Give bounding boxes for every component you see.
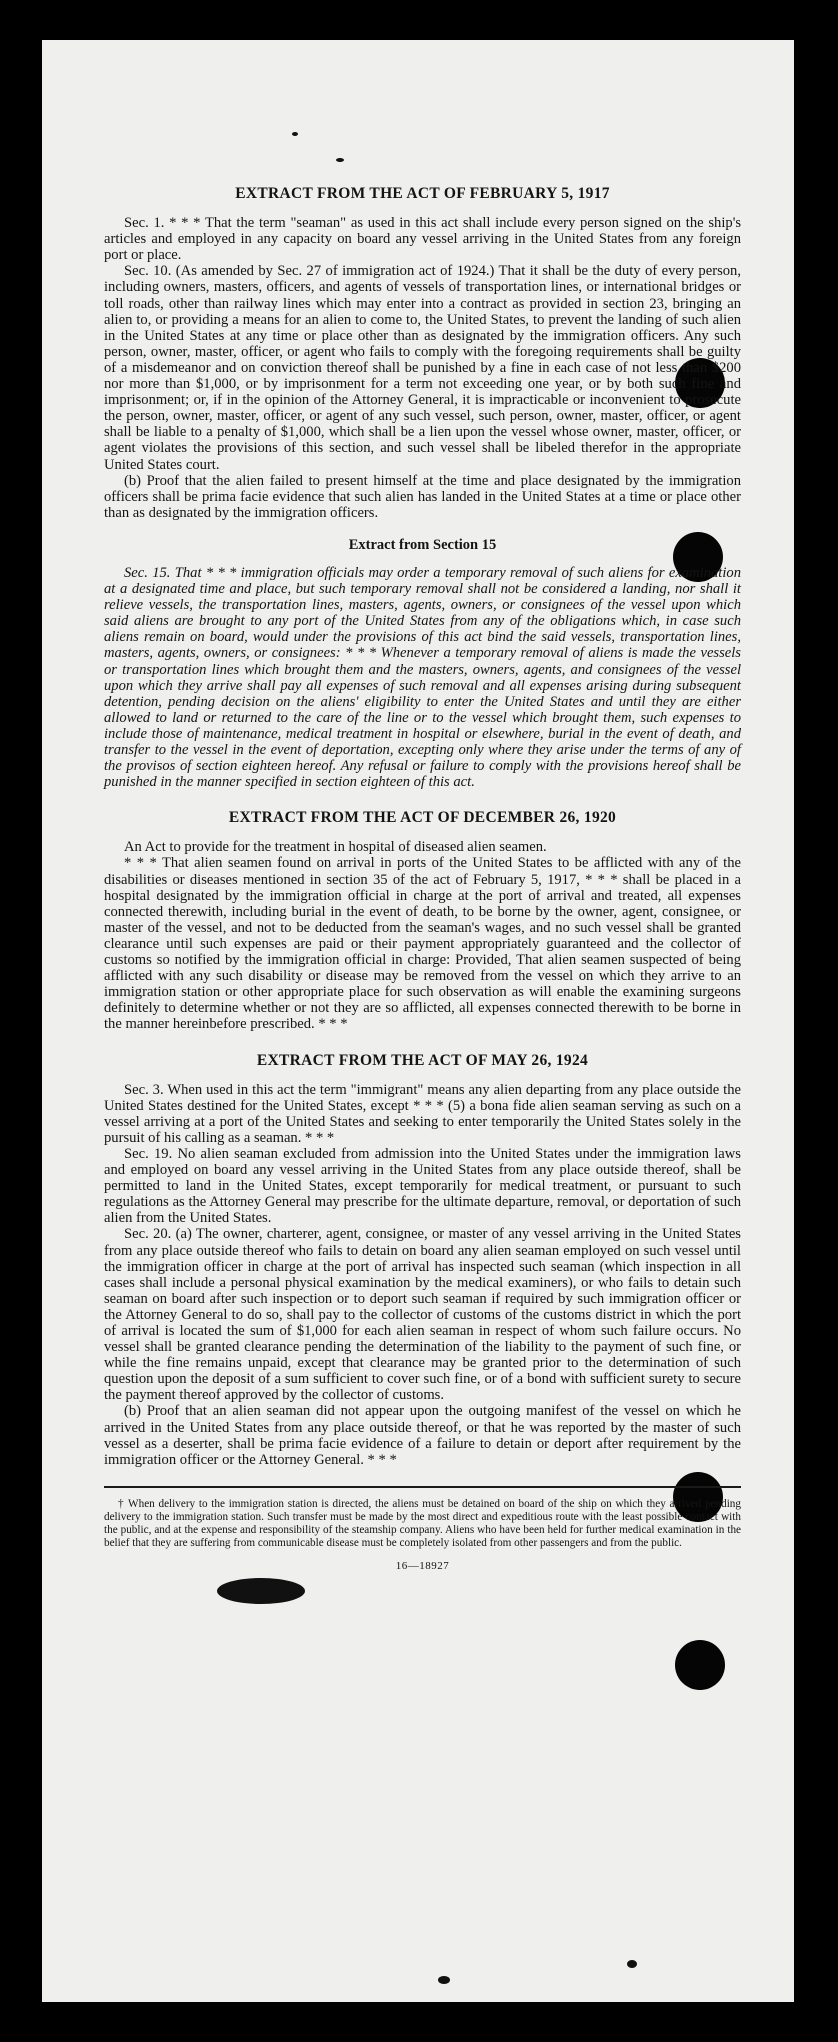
paragraph: Sec. 10. (As amended by Sec. 27 of immigration act of 1924.) That it shall be the duty of every person, including owners, masters, officers, and agents of vessels of transportation lines, or international bridges or toll roads, other than railway lines which may enter into a contract as provided in section 23, bringing an alien to, or providing a means for an alien to come to, the United States, to prevent the landing of such alien in the United States at any time or place other than as designated by the immigration officers. Any such person, owner, master, officer, or agent who fails to comply with the foregoing requirements shall be guilty of a misdemeanor and on conviction thereof shall be punished by a fine in each case of not less than $200 nor more than $1,000, or by imprisonment for a term not exceeding one year, or by both such fine and imprisonment; or, if in the opinion of the Attorney General, it is impracticable or inconvenient to prosecute the person, owner, master, officer, or agent of any such vessel, such person, owner, master, officer, or agent shall be liable to a penalty of $1,000, which shall be a lien upon the vessel whose owner, master, officer, or agent violates the provisions of this section, and such vessel shall be libeled therefor in the appropriate United States court. xyxy=(104,263,741,473)
ink-speck xyxy=(292,132,298,136)
print-code: 16—18927 xyxy=(395,1559,450,1572)
paragraph: * * * That alien seamen found on arrival in ports of the United States to be afflicted with any of the disabilities or diseases mentioned in section 35 of the act of February 5, 1917, * * * shall be placed in a hospital designated by the immigration official in charge at the port of arrival and treated, all expenses connected therewith, including burial in the event of death, to be borne by the owner, agent, consignee, or master of the vessel, and not to be deducted from the seaman's wages, and no such vessel shall be granted clearance until such expenses are paid or their payment appropriately guaranteed and the collector of customs so notified by the immigration official in charge: Provided, That alien seamen suspected of being afflicted with any such disability or disease may be removed from the vessel on which they arrive to an immigration station or other appropriate place for such observation as will enable the examining surgeons definitely to determine whether or not they are so afflicted, all expenses connected therewith to be borne in the manner hereinbefore prescribed. * * * xyxy=(104,855,741,1033)
section-heading: Extract from Section 15 xyxy=(348,536,497,553)
ink-speck xyxy=(627,1960,637,1968)
paragraph: Sec. 20. (a) The owner, charterer, agent, consignee, or master of any vessel arriving in the United States from any place outside thereof who fails to detain on board any alien seaman employed on such vessel until the immigration officer in charge at the port of arrival has inspected such seaman (which inspection in all cases shall include a personal physical examination by the medical examiners), or who fails to detain such seaman on board after such inspection or to deport such seaman if required by such immigration officer or the Attorney General to do so, shall pay to the collector of customs of the customs district in which the port of arrival is located the sum of $1,000 for each alien seaman in respect of whom such failure occurs. No vessel shall be granted clearance pending the determination of the liability to the payment of such fine, or while the fine remains unpaid, except that clearance may be granted prior to the determination of such question upon the deposit of a sum sufficient to cover such fine, or of a bond with sufficient surety to secure the payment thereof approved by the collector of customs. xyxy=(104,1226,741,1404)
ink-speck xyxy=(438,1976,450,1984)
section-heading: EXTRACT FROM THE ACT OF FEBRUARY 5, 1917 xyxy=(235,185,610,202)
paragraph: An Act to provide for the treatment in hospital of diseased alien seamen. xyxy=(124,839,547,856)
paragraph: (b) Proof that an alien seaman did not appear upon the outgoing manifest of the vessel on which he arrived in the United States from any place outside thereof, or that he was reported by the master of such vessel as a deserter, shall be prima facie evidence of a failure to detain or deport after requirement by the immigration officer or the Attorney General. * * * xyxy=(104,1403,741,1468)
footnote-text: † When delivery to the immigration station is directed, the aliens must be detained on board of the ship on which they arrived pending delivery to the immigration station. Such transfer must be made by the most direct and expeditious route with the least possible contact with the public, and at the expense and responsibility of the steamship company. Aliens who have been held for further medical examination in the belief that they are suffering from communicable disease must be completely isolated from other passengers and from the public. xyxy=(104,1497,741,1549)
punch-hole xyxy=(675,1640,725,1690)
paragraph: (b) Proof that the alien failed to present himself at the time and place designated by the immigration officers shall be prima facie evidence that such alien has landed in the United States at a time or place other than as designated by the immigration officers. xyxy=(104,472,741,521)
document-text xyxy=(104,186,741,1574)
paragraph: Sec. 15. That * * * immigration officials may order a temporary removal of such aliens for examination at a designated time and place, but such temporary removal shall not be considered a landing, nor shall it relieve vessels, the transportation lines, masters, agents, owners, or consignees of the vessel upon which said aliens are brought to any port of the United States from any of the obligations which, in case such aliens remain on board, would under the provisions of this act bind the said vessels, transportation lines, masters, agents, owners, or consignees: * * * Whenever a temporary removal of aliens is made the vessels or transportation lines which brought them and the masters, owners, agents, and consignees of the vessel upon which they arrive shall pay all expenses of such removal and all expenses arising during subsequent detention, pending decision on the aliens' eligibility to enter the United States and until they are either allowed to land or returned to the care of the line or to the vessel which brought them, such expenses to include those of maintenance, medical treatment in hospital or elsewhere, burial in the event of death, and transfer to the vessel in the event of deportation, excepting only where they arise under the terms of any of the provisos of section eighteen hereof. Any refusal or failure to comply with the provisions hereof shall be punished in the manner specified in section eighteen of this act. xyxy=(104,564,741,791)
paragraph: Sec. 19. No alien seaman excluded from admission into the United States under the immigration laws and employed on board any vessel arriving in the United States from any place outside thereof, shall be permitted to land in the United States, except temporarily for medical treatment, or pursuant to such regulations as the Attorney General may prescribe for the ultimate departure, removal, or deportation of such alien from the United States. xyxy=(104,1145,741,1227)
document-page xyxy=(42,40,794,2002)
ink-blot xyxy=(217,1578,305,1604)
ink-speck xyxy=(336,158,344,162)
section-heading: EXTRACT FROM THE ACT OF DECEMBER 26, 1920 xyxy=(228,809,617,827)
footnote xyxy=(104,1486,741,1550)
section-heading: EXTRACT FROM THE ACT OF MAY 26, 1924 xyxy=(256,1051,589,1069)
paragraph: Sec. 3. When used in this act the term "immigrant" means any alien departing from any place outside the United States destined for the United States, except * * * (5) a bona fide alien seaman serving as such on a vessel arriving at a port of the United States and seeking to enter temporarily the United States solely in the pursuit of his calling as a seaman. * * * xyxy=(104,1081,741,1146)
paragraph: Sec. 1. * * * That the term "seaman" as used in this act shall include every person signed on the ship's articles and employed in any capacity on board any vessel arriving in the United States from any foreign port or place. xyxy=(104,215,741,264)
